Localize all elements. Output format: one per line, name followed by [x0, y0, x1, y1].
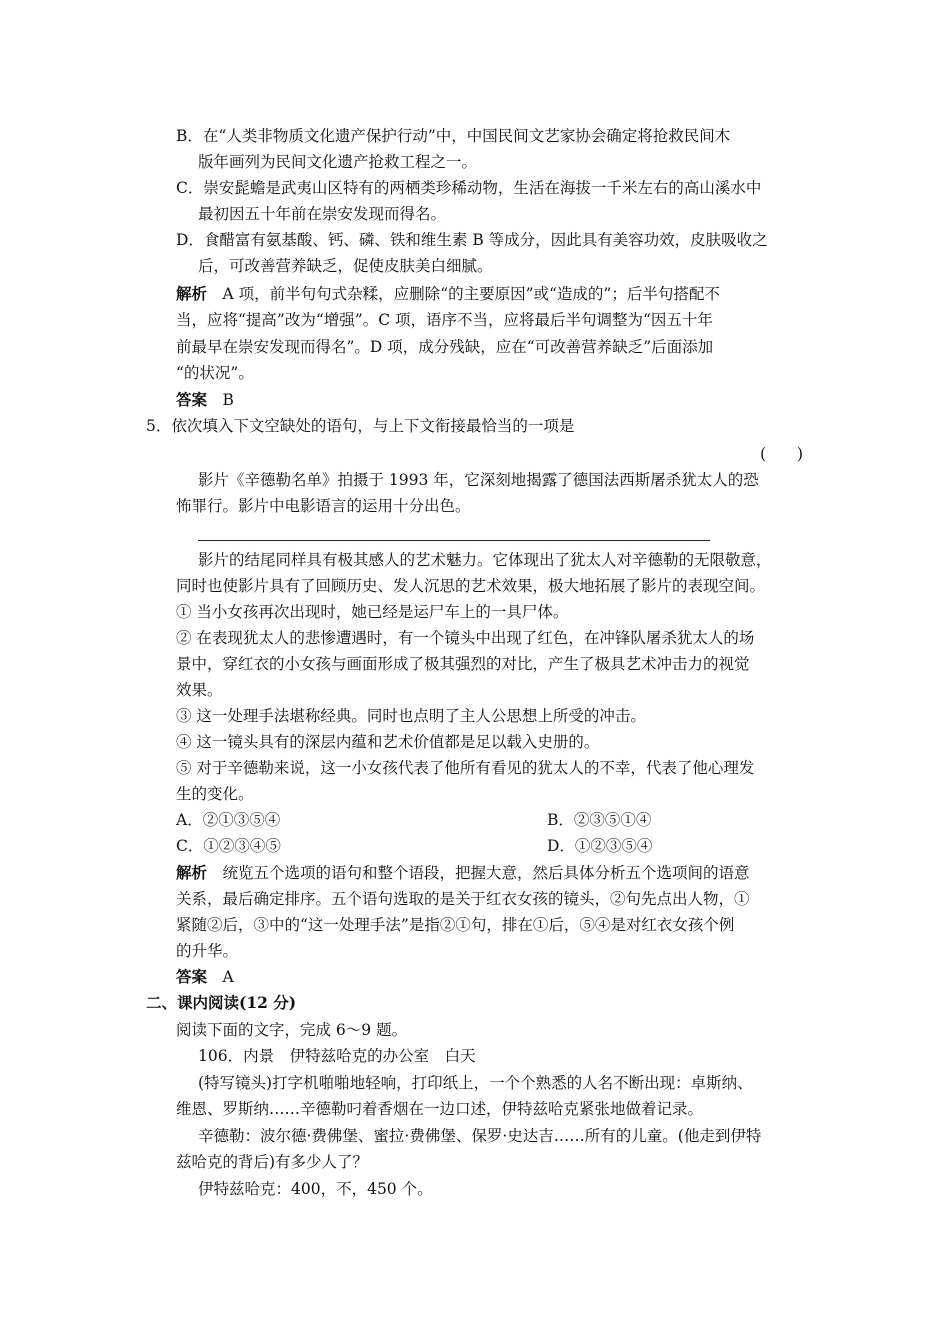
q5-passage-1-line-2: 怖罪行。影片中电影语言的运用十分出色。: [176, 497, 471, 515]
q5-analysis-line-2: 关系，最后确定排序。五个语句选取的是关于红衣女孩的镜头，②句先点出人物，①: [176, 890, 750, 908]
q5-passage-2-line-2: 同时也使影片具有了回顾历史、发人沉思的艺术效果，极大地拓展了影片的表现空间。: [176, 577, 766, 595]
q4-analysis-line-2: 当，应将“提高”改为“增强”。C 项，语序不当，应将最后半句调整为“因五十年: [176, 311, 713, 329]
option-d-line-1: D．食醋富有氨基酸、钙、磷、铁和维生素 B 等成分，因此具有美容功效，皮肤吸收之: [176, 231, 768, 249]
q4-answer: [176, 390, 234, 410]
sentence-4: ④ 这一镜头具有的深层内蕴和艺术价值都是足以载入史册的。: [176, 733, 600, 751]
script-paragraph-2-line-2: 兹哈克的背后)有多少人了？: [176, 1153, 369, 1171]
option-c-line-2: 最初因五十年前在崇安发现而得名。: [198, 205, 447, 223]
script-paragraph-2-line-1: 辛德勒：波尔德·费佛堡、蜜拉·费佛堡、保罗·史达吉……所有的儿童。(他走到伊特: [198, 1127, 762, 1145]
q4-analysis-line-3: 前最早在崇安发现而得名”。D 项，成分残缺，应在“可改善营养缺乏”后面添加: [176, 338, 714, 356]
sentence-5-line-1: ⑤ 对于辛德勒来说，这一小女孩代表了他所有看见的犹太人的不幸，代表了他心理发: [176, 759, 755, 777]
q5-option-d: D．①②③⑤④: [547, 837, 653, 855]
option-c-line-1: C．崇安髭蟾是武夷山区特有的两栖类珍稀动物，生活在海拔一千米左右的高山溪水中: [176, 179, 762, 197]
option-b-line-2: 版年画列为民间文化遗产抢救工程之一。: [198, 153, 478, 171]
script-paragraph-1-line-2: 维恩、罗斯纳……辛德勒叼着香烟在一边口述，伊特兹哈克紧张地做着记录。: [176, 1100, 704, 1118]
q4-analysis-line-4: “的状况”。: [176, 364, 254, 382]
option-d-line-2: 后，可改善营养缺乏，促使皮肤美白细腻。: [198, 257, 493, 275]
q5-stem: 5．依次填入下文空缺处的语句，与上下文衔接最恰当的一项是: [146, 417, 575, 435]
sentence-5-line-2: 生的变化。: [176, 785, 254, 803]
script-paragraph-3: 伊特兹哈克：400，不，450 个。: [198, 1180, 433, 1198]
q5-answer-label: 答案: [176, 967, 208, 986]
script-paragraph-1-line-1: (特写镜头)打字机啪啪地轻响，打印纸上，一个个熟悉的人名不断出现：卓斯纳、: [198, 1074, 753, 1092]
sentence-2-line-2: 景中，穿红衣的小女孩与画面形成了极其强烈的对比，产生了极具艺术冲击力的视觉: [176, 655, 750, 673]
q5-option-a: A．②①③⑤④: [176, 811, 281, 829]
q5-analysis-label: 解析: [176, 863, 208, 882]
section-2-title: 二、课内阅读(12 分): [146, 993, 297, 1012]
q5-passage-2-line-1: 影片的结尾同样具有极其感人的艺术魅力。它体现出了犹太人对辛德勒的无限敬意，: [198, 551, 772, 569]
q5-analysis-line-4: 的升华。: [176, 942, 239, 960]
fill-in-blank-line: [198, 540, 710, 541]
q4-answer-label: 答案: [176, 390, 208, 409]
sentence-1: ① 当小女孩再次出现时，她已经是运尸车上的一具尸体。: [176, 603, 569, 621]
scene-heading: 106．内景 伊特兹哈克的办公室 白天: [198, 1047, 476, 1065]
q4-analysis-text-1: A 项，前半句句式杂糅，应删除“的主要原因”或“造成的”；后半句搭配不: [222, 285, 720, 303]
q5-option-c: C．①②③④⑤: [176, 837, 281, 855]
q5-analysis-line-1: [176, 863, 750, 883]
q4-analysis-line-1: [176, 284, 720, 304]
q5-answer: [176, 967, 234, 987]
q5-analysis-line-3: 紧随②后，③中的“这一处理手法”是指②①句，排在①后，⑤④是对红衣女孩个例: [176, 916, 735, 934]
q5-passage-1-line-1: 影片《辛德勒名单》拍摄于 1993 年，它深刻地揭露了德国法西斯屠杀犹太人的恐: [198, 471, 759, 489]
q5-answer-bracket: ( ): [760, 445, 804, 463]
sentence-2-line-3: 效果。: [176, 681, 223, 699]
sentence-2-line-1: ② 在表现犹太人的悲惨遭遇时，有一个镜头中出现了红色，在冲锋队屠杀犹太人的场: [176, 629, 755, 647]
q5-option-b: B．②③⑤①④: [547, 811, 652, 829]
q4-analysis-label: 解析: [176, 284, 208, 303]
q4-answer-value: B: [222, 391, 234, 409]
q5-analysis-text-1: 统览五个选项的语句和整个语段，把握大意，然后具体分析五个选项间的语意: [222, 864, 750, 882]
option-b-line-1: B．在“人类非物质文化遗产保护行动”中，中国民间文艺家协会确定将抢救民间木: [176, 127, 731, 145]
sentence-3: ③ 这一处理手法堪称经典。同时也点明了主人公思想上所受的冲击。: [176, 707, 646, 725]
q5-answer-value: A: [222, 968, 234, 986]
section-2-instruction: 阅读下面的文字，完成 6～9 题。: [176, 1021, 408, 1039]
